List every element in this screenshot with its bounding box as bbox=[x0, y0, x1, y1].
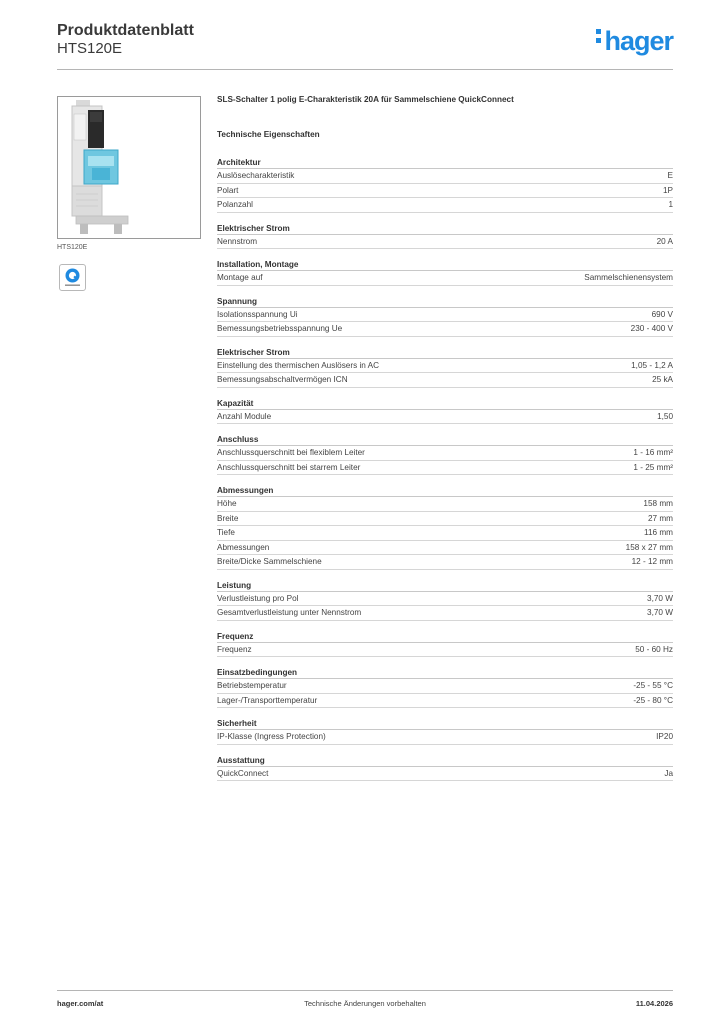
property-label: Auslösecharakteristik bbox=[217, 171, 295, 180]
property-label: Betriebstemperatur bbox=[217, 681, 287, 690]
group-title: Abmessungen bbox=[217, 484, 673, 497]
property-label: Anzahl Module bbox=[217, 411, 272, 421]
property-row bbox=[217, 446, 673, 461]
property-group bbox=[217, 484, 673, 570]
footer-notice: Technische Änderungen vorbehalten bbox=[304, 999, 426, 1008]
property-row bbox=[217, 606, 673, 621]
property-group bbox=[217, 346, 673, 388]
footer-date: 11.04.2026 bbox=[635, 999, 673, 1008]
property-group bbox=[217, 156, 673, 213]
group-title: Anschluss bbox=[217, 433, 673, 446]
property-row bbox=[217, 592, 673, 607]
property-value: 1,50 bbox=[657, 411, 673, 421]
property-label: QuickConnect bbox=[217, 768, 269, 778]
property-row bbox=[217, 767, 673, 782]
property-label: Nennstrom bbox=[217, 236, 258, 246]
property-group bbox=[217, 397, 673, 425]
property-value: 12 - 12 mm bbox=[631, 557, 673, 566]
group-title: Leistung bbox=[217, 579, 673, 592]
main-content bbox=[217, 95, 673, 790]
property-label: Breite bbox=[217, 513, 239, 523]
logo-dots-icon bbox=[596, 29, 602, 47]
property-row bbox=[217, 359, 673, 374]
property-label: Verlustleistung pro Pol bbox=[217, 593, 299, 603]
property-label: Anschlussquerschnitt bei starrem Leiter bbox=[217, 462, 361, 472]
product-description: SLS-Schalter 1 polig E-Charakteristik 20A für Sammelschiene QuickConnect bbox=[217, 95, 514, 104]
quickconnect-q-badge bbox=[59, 264, 86, 291]
property-value: -25 - 55 °C bbox=[633, 681, 673, 690]
property-row bbox=[217, 235, 673, 250]
property-value: -25 - 80 °C bbox=[633, 695, 673, 705]
property-value: E bbox=[667, 171, 673, 180]
hager-logo[interactable] bbox=[596, 26, 673, 57]
group-title: Einsatzbedingungen bbox=[217, 666, 673, 679]
property-label: Abmessungen bbox=[217, 542, 270, 552]
property-label: Höhe bbox=[217, 499, 237, 508]
property-group bbox=[217, 717, 673, 745]
property-value: 230 - 400 V bbox=[630, 324, 673, 333]
page-footer bbox=[57, 990, 673, 1010]
circuit-breaker-image bbox=[66, 100, 132, 235]
property-row bbox=[217, 526, 673, 541]
property-row bbox=[217, 169, 673, 184]
logo-text: hager bbox=[604, 26, 673, 56]
property-label: Polanzahl bbox=[217, 200, 253, 209]
property-group bbox=[217, 754, 673, 782]
property-value: 27 mm bbox=[647, 513, 673, 523]
property-value: 158 x 27 mm bbox=[625, 542, 673, 552]
property-groups bbox=[217, 156, 673, 781]
property-group bbox=[217, 630, 673, 658]
property-group bbox=[217, 666, 673, 708]
property-label: Bemessungsbetriebsspannung Ue bbox=[217, 324, 343, 333]
property-value: 3,70 W bbox=[647, 608, 673, 617]
section-heading: Technische Eigenschaften bbox=[217, 130, 320, 139]
property-label: IP-Klasse (Ingress Protection) bbox=[217, 732, 326, 741]
property-group bbox=[217, 433, 673, 475]
property-label: Frequenz bbox=[217, 644, 252, 654]
group-title: Ausstattung bbox=[217, 754, 673, 767]
page-header bbox=[57, 20, 673, 70]
property-label: Breite/Dicke Sammelschiene bbox=[217, 557, 322, 566]
property-row bbox=[217, 461, 673, 476]
property-row bbox=[217, 373, 673, 388]
property-value: 20 A bbox=[656, 236, 673, 246]
property-label: Montage auf bbox=[217, 273, 263, 282]
property-value: 116 mm bbox=[644, 528, 673, 537]
group-title: Installation, Montage bbox=[217, 258, 673, 271]
property-value: 1P bbox=[662, 185, 673, 195]
group-title: Elektrischer Strom bbox=[217, 222, 673, 235]
property-row bbox=[217, 308, 673, 323]
property-label: Gesamtverlustleistung unter Nennstrom bbox=[217, 608, 362, 617]
property-row bbox=[217, 497, 673, 512]
group-title: Kapazität bbox=[217, 397, 673, 410]
property-row bbox=[217, 198, 673, 213]
group-title: Architektur bbox=[217, 156, 673, 169]
property-row bbox=[217, 512, 673, 527]
product-caption: HTS120E bbox=[57, 244, 88, 251]
product-image-frame bbox=[57, 96, 201, 239]
property-label: Lager-/Transporttemperatur bbox=[217, 695, 318, 705]
property-row bbox=[217, 322, 673, 337]
property-row bbox=[217, 555, 673, 570]
quickconnect-icon bbox=[60, 265, 85, 290]
property-row bbox=[217, 730, 673, 745]
group-title: Sicherheit bbox=[217, 717, 673, 730]
property-row bbox=[217, 410, 673, 425]
property-value: 1 - 25 mm² bbox=[633, 462, 673, 472]
property-row bbox=[217, 271, 673, 286]
property-label: Bemessungsabschaltvermögen ICN bbox=[217, 375, 348, 384]
property-value: 3,70 W bbox=[647, 593, 673, 603]
property-value: Sammelschienensystem bbox=[584, 273, 673, 282]
document-subtitle: HTS120E bbox=[57, 40, 123, 57]
property-value: 1 - 16 mm² bbox=[633, 448, 673, 457]
group-title: Frequenz bbox=[217, 630, 673, 643]
property-row bbox=[217, 694, 673, 709]
property-label: Einstellung des thermischen Auslösers in AC bbox=[217, 360, 380, 370]
property-label: Anschlussquerschnitt bei flexiblem Leiter bbox=[217, 448, 365, 457]
group-title: Spannung bbox=[217, 295, 673, 308]
property-value: Ja bbox=[664, 768, 673, 778]
property-value: 690 V bbox=[651, 309, 673, 319]
property-label: Polart bbox=[217, 185, 239, 195]
property-row bbox=[217, 184, 673, 199]
property-row bbox=[217, 679, 673, 694]
property-row bbox=[217, 643, 673, 658]
property-value: 50 - 60 Hz bbox=[635, 644, 673, 654]
property-group bbox=[217, 295, 673, 337]
property-group bbox=[217, 222, 673, 250]
property-row bbox=[217, 541, 673, 556]
property-value: 1 bbox=[668, 200, 673, 209]
property-value: IP20 bbox=[656, 732, 673, 741]
property-group bbox=[217, 579, 673, 621]
footer-website-link[interactable]: hager.com/at bbox=[57, 999, 104, 1008]
property-label: Tiefe bbox=[217, 528, 235, 537]
document-title: Produktdatenblatt bbox=[57, 22, 194, 39]
property-label: Isolationsspannung Ui bbox=[217, 309, 298, 319]
property-value: 1,05 - 1,2 A bbox=[631, 360, 673, 370]
property-group bbox=[217, 258, 673, 286]
property-value: 25 kA bbox=[652, 375, 673, 384]
property-value: 158 mm bbox=[643, 499, 673, 508]
group-title: Elektrischer Strom bbox=[217, 346, 673, 359]
